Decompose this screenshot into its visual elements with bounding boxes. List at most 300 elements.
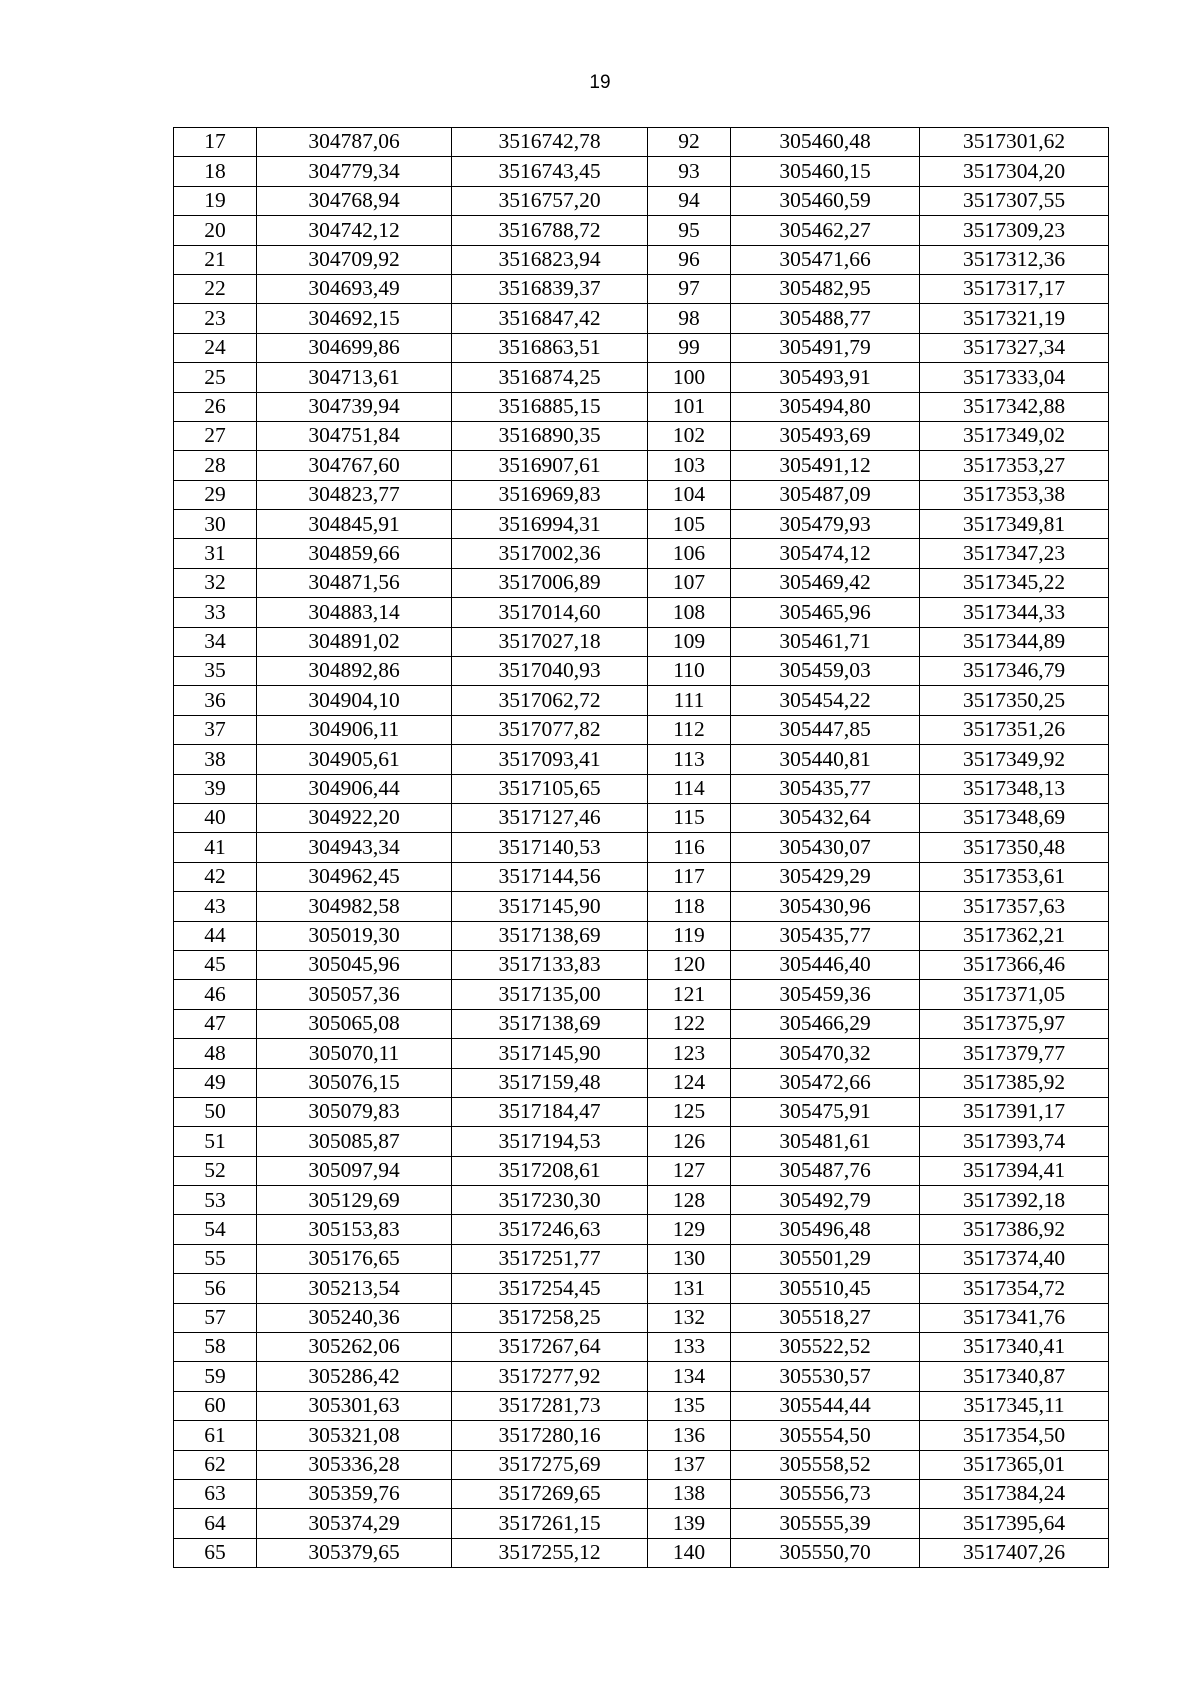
y-coordinate-cell: 3517353,38 — [920, 480, 1109, 509]
x-coordinate-cell: 305544,44 — [731, 1391, 920, 1420]
x-coordinate-cell: 305019,30 — [257, 921, 452, 950]
table-row — [174, 128, 1109, 157]
point-number-cell: 59 — [174, 1362, 257, 1391]
point-number-cell: 46 — [174, 980, 257, 1009]
point-number-cell: 106 — [648, 539, 731, 568]
table-row — [174, 1009, 1109, 1038]
point-number-cell: 61 — [174, 1421, 257, 1450]
x-coordinate-cell: 304906,11 — [257, 715, 452, 744]
table-row — [174, 1127, 1109, 1156]
y-coordinate-cell: 3517349,81 — [920, 510, 1109, 539]
x-coordinate-cell: 305435,77 — [731, 774, 920, 803]
point-number-cell: 54 — [174, 1215, 257, 1244]
y-coordinate-cell: 3517395,64 — [920, 1509, 1109, 1538]
point-number-cell: 55 — [174, 1244, 257, 1273]
point-number-cell: 134 — [648, 1362, 731, 1391]
y-coordinate-cell: 3517357,63 — [920, 892, 1109, 921]
y-coordinate-cell: 3517346,79 — [920, 657, 1109, 686]
y-coordinate-cell: 3517230,30 — [452, 1186, 648, 1215]
point-number-cell: 53 — [174, 1186, 257, 1215]
table-row — [174, 892, 1109, 921]
table-row — [174, 451, 1109, 480]
point-number-cell: 39 — [174, 774, 257, 803]
x-coordinate-cell: 305488,77 — [731, 304, 920, 333]
point-number-cell: 124 — [648, 1068, 731, 1097]
point-number-cell: 120 — [648, 950, 731, 979]
x-coordinate-cell: 304962,45 — [257, 862, 452, 891]
x-coordinate-cell: 304905,61 — [257, 745, 452, 774]
y-coordinate-cell: 3517040,93 — [452, 657, 648, 686]
point-number-cell: 62 — [174, 1450, 257, 1479]
y-coordinate-cell: 3517362,21 — [920, 921, 1109, 950]
y-coordinate-cell: 3516839,37 — [452, 274, 648, 303]
point-number-cell: 127 — [648, 1156, 731, 1185]
x-coordinate-cell: 305129,69 — [257, 1186, 452, 1215]
point-number-cell: 126 — [648, 1127, 731, 1156]
point-number-cell: 37 — [174, 715, 257, 744]
point-number-cell: 104 — [648, 480, 731, 509]
point-number-cell: 51 — [174, 1127, 257, 1156]
y-coordinate-cell: 3517258,25 — [452, 1303, 648, 1332]
x-coordinate-cell: 305286,42 — [257, 1362, 452, 1391]
table-row — [174, 921, 1109, 950]
y-coordinate-cell: 3517312,36 — [920, 245, 1109, 274]
y-coordinate-cell: 3517280,16 — [452, 1421, 648, 1450]
y-coordinate-cell: 3517392,18 — [920, 1186, 1109, 1215]
point-number-cell: 57 — [174, 1303, 257, 1332]
y-coordinate-cell: 3517354,50 — [920, 1421, 1109, 1450]
point-number-cell: 135 — [648, 1391, 731, 1420]
y-coordinate-cell: 3517144,56 — [452, 862, 648, 891]
y-coordinate-cell: 3517348,69 — [920, 803, 1109, 832]
x-coordinate-cell: 305471,66 — [731, 245, 920, 274]
y-coordinate-cell: 3517002,36 — [452, 539, 648, 568]
point-number-cell: 56 — [174, 1274, 257, 1303]
y-coordinate-cell: 3517159,48 — [452, 1068, 648, 1097]
point-number-cell: 131 — [648, 1274, 731, 1303]
x-coordinate-cell: 304787,06 — [257, 128, 452, 157]
y-coordinate-cell: 3517393,74 — [920, 1127, 1109, 1156]
x-coordinate-cell: 305462,27 — [731, 216, 920, 245]
y-coordinate-cell: 3516994,31 — [452, 510, 648, 539]
y-coordinate-cell: 3517281,73 — [452, 1391, 648, 1420]
y-coordinate-cell: 3516742,78 — [452, 128, 648, 157]
y-coordinate-cell: 3517127,46 — [452, 803, 648, 832]
table-row — [174, 363, 1109, 392]
table-row — [174, 1450, 1109, 1479]
x-coordinate-cell: 305460,59 — [731, 186, 920, 215]
point-number-cell: 101 — [648, 392, 731, 421]
x-coordinate-cell: 305176,65 — [257, 1244, 452, 1273]
x-coordinate-cell: 305374,29 — [257, 1509, 452, 1538]
x-coordinate-cell: 305301,63 — [257, 1391, 452, 1420]
point-number-cell: 97 — [648, 274, 731, 303]
point-number-cell: 112 — [648, 715, 731, 744]
point-number-cell: 93 — [648, 157, 731, 186]
x-coordinate-cell: 305430,07 — [731, 833, 920, 862]
table-row — [174, 657, 1109, 686]
x-coordinate-cell: 305379,65 — [257, 1538, 452, 1567]
x-coordinate-cell: 305510,45 — [731, 1274, 920, 1303]
table-row — [174, 421, 1109, 450]
point-number-cell: 42 — [174, 862, 257, 891]
point-number-cell: 113 — [648, 745, 731, 774]
point-number-cell: 41 — [174, 833, 257, 862]
x-coordinate-cell: 305085,87 — [257, 1127, 452, 1156]
point-number-cell: 95 — [648, 216, 731, 245]
y-coordinate-cell: 3516907,61 — [452, 451, 648, 480]
point-number-cell: 25 — [174, 363, 257, 392]
y-coordinate-cell: 3517321,19 — [920, 304, 1109, 333]
coordinates-table — [173, 127, 1109, 1568]
point-number-cell: 60 — [174, 1391, 257, 1420]
x-coordinate-cell: 305432,64 — [731, 803, 920, 832]
table-row — [174, 686, 1109, 715]
point-number-cell: 24 — [174, 333, 257, 362]
point-number-cell: 136 — [648, 1421, 731, 1450]
x-coordinate-cell: 305461,71 — [731, 627, 920, 656]
y-coordinate-cell: 3517145,90 — [452, 892, 648, 921]
point-number-cell: 98 — [648, 304, 731, 333]
x-coordinate-cell: 305491,79 — [731, 333, 920, 362]
y-coordinate-cell: 3517309,23 — [920, 216, 1109, 245]
table-row — [174, 1303, 1109, 1332]
x-coordinate-cell: 305556,73 — [731, 1479, 920, 1508]
point-number-cell: 122 — [648, 1009, 731, 1038]
x-coordinate-cell: 304713,61 — [257, 363, 452, 392]
table-row — [174, 1186, 1109, 1215]
table-row — [174, 1509, 1109, 1538]
x-coordinate-cell: 305460,48 — [731, 128, 920, 157]
x-coordinate-cell: 304906,44 — [257, 774, 452, 803]
y-coordinate-cell: 3517344,89 — [920, 627, 1109, 656]
y-coordinate-cell: 3517140,53 — [452, 833, 648, 862]
x-coordinate-cell: 305479,93 — [731, 510, 920, 539]
y-coordinate-cell: 3517391,17 — [920, 1097, 1109, 1126]
x-coordinate-cell: 305482,95 — [731, 274, 920, 303]
table-row — [174, 304, 1109, 333]
table-row — [174, 568, 1109, 597]
y-coordinate-cell: 3517194,53 — [452, 1127, 648, 1156]
x-coordinate-cell: 305429,29 — [731, 862, 920, 891]
y-coordinate-cell: 3517208,61 — [452, 1156, 648, 1185]
x-coordinate-cell: 305447,85 — [731, 715, 920, 744]
x-coordinate-cell: 305465,96 — [731, 598, 920, 627]
y-coordinate-cell: 3517307,55 — [920, 186, 1109, 215]
y-coordinate-cell: 3517105,65 — [452, 774, 648, 803]
table-row — [174, 1479, 1109, 1508]
x-coordinate-cell: 305496,48 — [731, 1215, 920, 1244]
y-coordinate-cell: 3517327,34 — [920, 333, 1109, 362]
y-coordinate-cell: 3517341,76 — [920, 1303, 1109, 1332]
point-number-cell: 45 — [174, 950, 257, 979]
table-row — [174, 186, 1109, 215]
point-number-cell: 117 — [648, 862, 731, 891]
point-number-cell: 26 — [174, 392, 257, 421]
x-coordinate-cell: 304982,58 — [257, 892, 452, 921]
table-row — [174, 157, 1109, 186]
point-number-cell: 128 — [648, 1186, 731, 1215]
y-coordinate-cell: 3517333,04 — [920, 363, 1109, 392]
y-coordinate-cell: 3517345,22 — [920, 568, 1109, 597]
x-coordinate-cell: 305459,36 — [731, 980, 920, 1009]
x-coordinate-cell: 305494,80 — [731, 392, 920, 421]
y-coordinate-cell: 3517350,48 — [920, 833, 1109, 862]
x-coordinate-cell: 305487,09 — [731, 480, 920, 509]
y-coordinate-cell: 3517135,00 — [452, 980, 648, 1009]
point-number-cell: 96 — [648, 245, 731, 274]
point-number-cell: 65 — [174, 1538, 257, 1567]
x-coordinate-cell: 305555,39 — [731, 1509, 920, 1538]
x-coordinate-cell: 305057,36 — [257, 980, 452, 1009]
x-coordinate-cell: 305076,15 — [257, 1068, 452, 1097]
y-coordinate-cell: 3517246,63 — [452, 1215, 648, 1244]
x-coordinate-cell: 304779,34 — [257, 157, 452, 186]
coordinates-table-body — [174, 128, 1109, 1568]
x-coordinate-cell: 305435,77 — [731, 921, 920, 950]
point-number-cell: 99 — [648, 333, 731, 362]
point-number-cell: 49 — [174, 1068, 257, 1097]
y-coordinate-cell: 3517385,92 — [920, 1068, 1109, 1097]
point-number-cell: 27 — [174, 421, 257, 450]
point-number-cell: 30 — [174, 510, 257, 539]
y-coordinate-cell: 3517353,61 — [920, 862, 1109, 891]
point-number-cell: 33 — [174, 598, 257, 627]
x-coordinate-cell: 305518,27 — [731, 1303, 920, 1332]
point-number-cell: 115 — [648, 803, 731, 832]
y-coordinate-cell: 3517394,41 — [920, 1156, 1109, 1185]
y-coordinate-cell: 3517350,25 — [920, 686, 1109, 715]
x-coordinate-cell: 305440,81 — [731, 745, 920, 774]
y-coordinate-cell: 3516969,83 — [452, 480, 648, 509]
y-coordinate-cell: 3516874,25 — [452, 363, 648, 392]
x-coordinate-cell: 304943,34 — [257, 833, 452, 862]
y-coordinate-cell: 3517006,89 — [452, 568, 648, 597]
point-number-cell: 114 — [648, 774, 731, 803]
y-coordinate-cell: 3517269,65 — [452, 1479, 648, 1508]
x-coordinate-cell: 305459,03 — [731, 657, 920, 686]
x-coordinate-cell: 305045,96 — [257, 950, 452, 979]
y-coordinate-cell: 3517379,77 — [920, 1039, 1109, 1068]
y-coordinate-cell: 3516788,72 — [452, 216, 648, 245]
point-number-cell: 35 — [174, 657, 257, 686]
y-coordinate-cell: 3517386,92 — [920, 1215, 1109, 1244]
x-coordinate-cell: 305475,91 — [731, 1097, 920, 1126]
point-number-cell: 19 — [174, 186, 257, 215]
point-number-cell: 105 — [648, 510, 731, 539]
table-row — [174, 392, 1109, 421]
table-row — [174, 1421, 1109, 1450]
y-coordinate-cell: 3517304,20 — [920, 157, 1109, 186]
point-number-cell: 121 — [648, 980, 731, 1009]
table-row — [174, 1274, 1109, 1303]
y-coordinate-cell: 3517301,62 — [920, 128, 1109, 157]
y-coordinate-cell: 3516743,45 — [452, 157, 648, 186]
x-coordinate-cell: 305558,52 — [731, 1450, 920, 1479]
x-coordinate-cell: 305491,12 — [731, 451, 920, 480]
y-coordinate-cell: 3517344,33 — [920, 598, 1109, 627]
y-coordinate-cell: 3517062,72 — [452, 686, 648, 715]
x-coordinate-cell: 304823,77 — [257, 480, 452, 509]
y-coordinate-cell: 3517345,11 — [920, 1391, 1109, 1420]
x-coordinate-cell: 304709,92 — [257, 245, 452, 274]
point-number-cell: 36 — [174, 686, 257, 715]
x-coordinate-cell: 304751,84 — [257, 421, 452, 450]
x-coordinate-cell: 305472,66 — [731, 1068, 920, 1097]
table-row — [174, 1333, 1109, 1362]
point-number-cell: 34 — [174, 627, 257, 656]
x-coordinate-cell: 305481,61 — [731, 1127, 920, 1156]
table-row — [174, 216, 1109, 245]
y-coordinate-cell: 3516823,94 — [452, 245, 648, 274]
point-number-cell: 129 — [648, 1215, 731, 1244]
y-coordinate-cell: 3517275,69 — [452, 1450, 648, 1479]
x-coordinate-cell: 304883,14 — [257, 598, 452, 627]
point-number-cell: 130 — [648, 1244, 731, 1273]
x-coordinate-cell: 304904,10 — [257, 686, 452, 715]
y-coordinate-cell: 3517251,77 — [452, 1244, 648, 1273]
point-number-cell: 23 — [174, 304, 257, 333]
y-coordinate-cell: 3516885,15 — [452, 392, 648, 421]
x-coordinate-cell: 305466,29 — [731, 1009, 920, 1038]
x-coordinate-cell: 305470,32 — [731, 1039, 920, 1068]
y-coordinate-cell: 3517407,26 — [920, 1538, 1109, 1567]
x-coordinate-cell: 304693,49 — [257, 274, 452, 303]
point-number-cell: 119 — [648, 921, 731, 950]
point-number-cell: 92 — [648, 128, 731, 157]
point-number-cell: 22 — [174, 274, 257, 303]
x-coordinate-cell: 305469,42 — [731, 568, 920, 597]
y-coordinate-cell: 3517351,26 — [920, 715, 1109, 744]
point-number-cell: 28 — [174, 451, 257, 480]
x-coordinate-cell: 305487,76 — [731, 1156, 920, 1185]
point-number-cell: 94 — [648, 186, 731, 215]
y-coordinate-cell: 3517371,05 — [920, 980, 1109, 1009]
x-coordinate-cell: 305359,76 — [257, 1479, 452, 1508]
x-coordinate-cell: 305446,40 — [731, 950, 920, 979]
x-coordinate-cell: 305070,11 — [257, 1039, 452, 1068]
point-number-cell: 43 — [174, 892, 257, 921]
y-coordinate-cell: 3517349,02 — [920, 421, 1109, 450]
x-coordinate-cell: 304739,94 — [257, 392, 452, 421]
table-row — [174, 1215, 1109, 1244]
point-number-cell: 32 — [174, 568, 257, 597]
x-coordinate-cell: 305454,22 — [731, 686, 920, 715]
x-coordinate-cell: 305097,94 — [257, 1156, 452, 1185]
x-coordinate-cell: 305460,15 — [731, 157, 920, 186]
y-coordinate-cell: 3517384,24 — [920, 1479, 1109, 1508]
point-number-cell: 123 — [648, 1039, 731, 1068]
point-number-cell: 44 — [174, 921, 257, 950]
point-number-cell: 118 — [648, 892, 731, 921]
y-coordinate-cell: 3517145,90 — [452, 1039, 648, 1068]
y-coordinate-cell: 3517340,87 — [920, 1362, 1109, 1391]
y-coordinate-cell: 3517374,40 — [920, 1244, 1109, 1273]
table-row — [174, 862, 1109, 891]
x-coordinate-cell: 305530,57 — [731, 1362, 920, 1391]
y-coordinate-cell: 3517366,46 — [920, 950, 1109, 979]
x-coordinate-cell: 305554,50 — [731, 1421, 920, 1450]
y-coordinate-cell: 3517340,41 — [920, 1333, 1109, 1362]
y-coordinate-cell: 3516847,42 — [452, 304, 648, 333]
point-number-cell: 111 — [648, 686, 731, 715]
table-row — [174, 980, 1109, 1009]
point-number-cell: 47 — [174, 1009, 257, 1038]
point-number-cell: 109 — [648, 627, 731, 656]
y-coordinate-cell: 3517342,88 — [920, 392, 1109, 421]
table-row — [174, 774, 1109, 803]
table-row — [174, 833, 1109, 862]
point-number-cell: 110 — [648, 657, 731, 686]
y-coordinate-cell: 3516757,20 — [452, 186, 648, 215]
point-number-cell: 138 — [648, 1479, 731, 1508]
point-number-cell: 64 — [174, 1509, 257, 1538]
point-number-cell: 31 — [174, 539, 257, 568]
y-coordinate-cell: 3517138,69 — [452, 921, 648, 950]
point-number-cell: 18 — [174, 157, 257, 186]
x-coordinate-cell: 305213,54 — [257, 1274, 452, 1303]
y-coordinate-cell: 3517014,60 — [452, 598, 648, 627]
point-number-cell: 40 — [174, 803, 257, 832]
x-coordinate-cell: 304845,91 — [257, 510, 452, 539]
x-coordinate-cell: 305493,91 — [731, 363, 920, 392]
point-number-cell: 29 — [174, 480, 257, 509]
y-coordinate-cell: 3517354,72 — [920, 1274, 1109, 1303]
point-number-cell: 48 — [174, 1039, 257, 1068]
point-number-cell: 52 — [174, 1156, 257, 1185]
y-coordinate-cell: 3517365,01 — [920, 1450, 1109, 1479]
table-row — [174, 1362, 1109, 1391]
x-coordinate-cell: 305065,08 — [257, 1009, 452, 1038]
y-coordinate-cell: 3517349,92 — [920, 745, 1109, 774]
table-row — [174, 1391, 1109, 1420]
y-coordinate-cell: 3517184,47 — [452, 1097, 648, 1126]
table-row — [174, 1097, 1109, 1126]
x-coordinate-cell: 304922,20 — [257, 803, 452, 832]
y-coordinate-cell: 3517133,83 — [452, 950, 648, 979]
y-coordinate-cell: 3517254,45 — [452, 1274, 648, 1303]
x-coordinate-cell: 304859,66 — [257, 539, 452, 568]
x-coordinate-cell: 304768,94 — [257, 186, 452, 215]
x-coordinate-cell: 304891,02 — [257, 627, 452, 656]
table-row — [174, 1068, 1109, 1097]
point-number-cell: 116 — [648, 833, 731, 862]
x-coordinate-cell: 305321,08 — [257, 1421, 452, 1450]
table-row — [174, 274, 1109, 303]
y-coordinate-cell: 3517267,64 — [452, 1333, 648, 1362]
y-coordinate-cell: 3517348,13 — [920, 774, 1109, 803]
x-coordinate-cell: 305550,70 — [731, 1538, 920, 1567]
table-row — [174, 1538, 1109, 1567]
table-row — [174, 1156, 1109, 1185]
x-coordinate-cell: 305240,36 — [257, 1303, 452, 1332]
x-coordinate-cell: 304692,15 — [257, 304, 452, 333]
table-row — [174, 627, 1109, 656]
x-coordinate-cell: 304892,86 — [257, 657, 452, 686]
x-coordinate-cell: 305493,69 — [731, 421, 920, 450]
point-number-cell: 139 — [648, 1509, 731, 1538]
x-coordinate-cell: 304871,56 — [257, 568, 452, 597]
y-coordinate-cell: 3517317,17 — [920, 274, 1109, 303]
x-coordinate-cell: 305492,79 — [731, 1186, 920, 1215]
x-coordinate-cell: 305079,83 — [257, 1097, 452, 1126]
x-coordinate-cell: 305153,83 — [257, 1215, 452, 1244]
point-number-cell: 58 — [174, 1333, 257, 1362]
point-number-cell: 17 — [174, 128, 257, 157]
table-row — [174, 598, 1109, 627]
x-coordinate-cell: 304742,12 — [257, 216, 452, 245]
point-number-cell: 100 — [648, 363, 731, 392]
